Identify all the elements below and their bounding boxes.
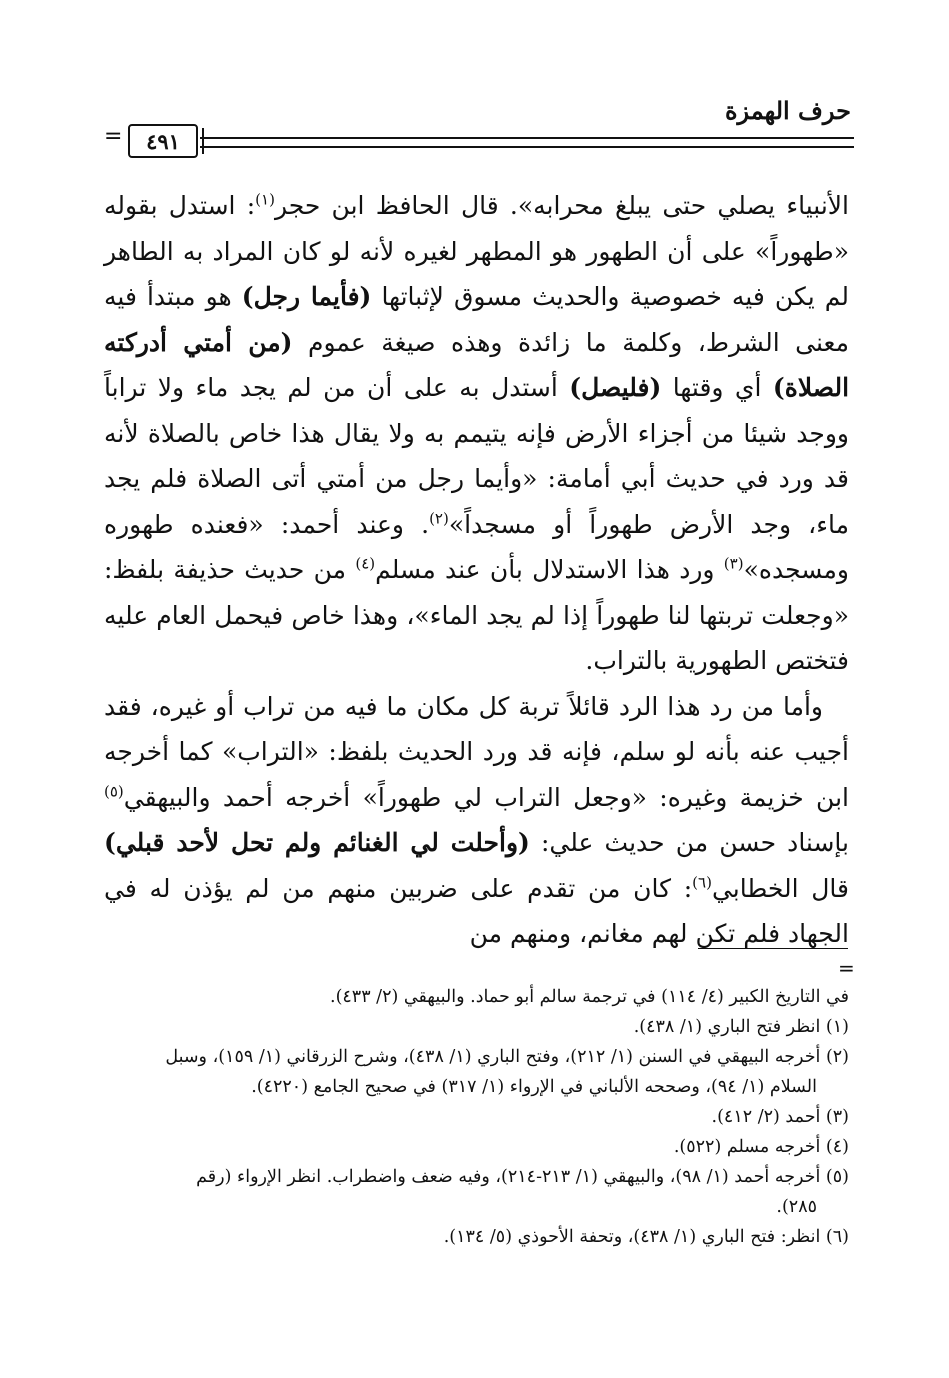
footnote-4: (٤) أخرجه مسلم (٥٢٢).	[673, 1137, 849, 1157]
footnote-ref-2: (٢)	[429, 509, 449, 528]
text-run: ورد هذا الاستدلال بأن عند مسلم	[375, 555, 724, 584]
text-run: : كان من تقدم على ضربين منهم من لم يؤذن له في الجهاد فلم تكن لهم مغانم، ومنهم من	[104, 873, 849, 948]
footnote-ref-3: (٣)	[723, 554, 744, 573]
hadith-quote: (وأحلت لي الغنائم ولم تحل لأحد قبلي)	[104, 828, 530, 857]
footnote-5-continued: ٢٨٥).	[776, 1197, 817, 1217]
hadith-quote: (فأيما رجل)	[241, 282, 372, 311]
footnote-5: (٥) أخرجه أحمد (١/ ٩٨)، والبيهقي (١/ ٢١٣-٢١٤)، وفيه ضعف واضطراب. انظر الإرواء (رقم	[196, 1167, 849, 1187]
text-run: الأنبياء يصلي حتى يبلغ محرابه». قال الحافظ ابن حجر	[274, 191, 849, 220]
hadith-quote: (من أمتي أدركته الصلاة)	[104, 327, 850, 402]
footnote-3: (٣) أحمد (٢/ ٤١٢).	[711, 1107, 849, 1127]
footnotes	[104, 982, 849, 1252]
header-end-ornament: =	[104, 124, 123, 149]
footnote-ref-4: (٤)	[355, 554, 376, 573]
page-number: ٤٩١	[146, 128, 180, 154]
text-run: أستدل به على أن من لم يجد ماء ولا تراباً ووجد شيئا من أجزاء الأرض فإنه يتيمم به ولا يقال هذا خاص بالصلاة لأنه قد ورد في حديث أبي أمامة: «وأيما رجل من أمتي أتى الصلاة فلم يجد ماء، وجد الأرض طهوراً أو مسجداً»	[104, 373, 849, 539]
header-double-rule	[200, 137, 854, 148]
hadith-quote: (فليصل)	[569, 373, 662, 402]
main-text	[104, 183, 849, 957]
footnote-6: (٦) انظر: فتح الباري (١/ ٤٣٨)، وتحفة الأحوذي (٥/ ١٣٤).	[443, 1227, 849, 1247]
footnote-ref-6: (٦)	[692, 873, 712, 892]
chapter-title: حرف الهمزة	[724, 96, 851, 125]
footnote-continued: في التاريخ الكبير (٤/ ١١٤) في ترجمة سالم أبو حماد. والبيهقي (٢/ ٤٣٣).	[330, 987, 849, 1007]
text-run: وأما من رد هذا الرد قائلاً تربة كل مكان ما فيه من تراب أو غيره، فقد أجيب عنه بأنه لو سلم، فإنه قد ورد الحديث بلفظ: «التراب» كما أخرجه ابن خزيمة وغيره: «وجعل التراب لي طهوراً» أخرجه أحمد والبيهقي	[104, 691, 849, 812]
paragraph-2	[104, 684, 849, 957]
footnote-continuation-mark: =	[838, 956, 855, 980]
paragraph-1	[104, 183, 849, 684]
footnote-2: (٢) أخرجه البيهقي في السنن (١/ ٢١٢)، وفتح الباري (١/ ٤٣٨)، وشرح الزرقاني (١/ ١٥٩)، وسبل	[165, 1047, 849, 1067]
text-run: هو مبتدأ فيه معنى الشرط، وكلمة ما زائدة وهذه صيغة عموم	[104, 282, 849, 357]
footnote-ref-1: (١)	[255, 190, 275, 209]
footnote-2-continued: السلام (١/ ٩٤)، وصححه الألباني في الإرواء (١/ ٣١٧) في صحيح الجامع (٤٢٢٠).	[251, 1077, 817, 1097]
footnote-1: (١) انظر فتح الباري (١/ ٤٣٨).	[633, 1017, 849, 1037]
footnote-ref-5: (٥)	[104, 782, 124, 801]
text-run: قال الخطابي	[711, 873, 849, 903]
footnote-separator	[698, 948, 848, 949]
text-run: . وعند أحمد: «فعنده طهوره ومسجده»	[104, 509, 849, 584]
page-number-box	[128, 124, 198, 158]
text-run: : استدل بقوله «طهوراً» على أن الطهور هو المطهر لغيره لأنه لو كان المراد به الطاهر لم يكن فيه خصوصية والحديث مسوق لإثباتها	[104, 191, 849, 311]
text-run: من حديث حذيفة بلفظ: «وجعلت تربتها لنا طهوراً إذا لم يجد الماء»، وهذا خاص فيحمل العام عليه فتختص الطهورية بالتراب.	[104, 555, 849, 675]
text-run: أي وقتها	[661, 373, 773, 402]
text-run: بإسناد حسن من حديث علي:	[529, 828, 849, 857]
